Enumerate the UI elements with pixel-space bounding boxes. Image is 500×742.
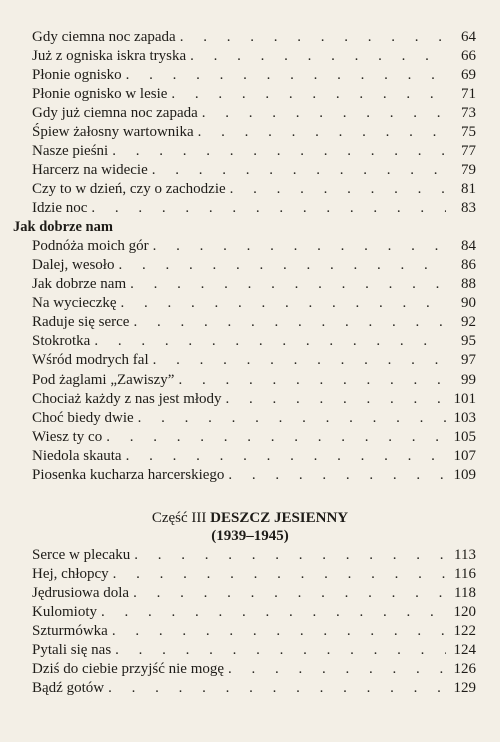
dot-leader xyxy=(228,466,446,484)
toc-entry xyxy=(32,409,476,427)
toc-entry xyxy=(32,199,476,217)
toc-entry xyxy=(32,546,476,564)
entry-page: 118 xyxy=(454,585,476,601)
entry-page: 69 xyxy=(461,67,476,83)
entry-page: 77 xyxy=(461,143,476,159)
part-heading xyxy=(0,509,500,527)
toc-entry xyxy=(32,275,476,293)
toc-entry xyxy=(32,180,476,198)
entry-page: 120 xyxy=(453,604,476,620)
dot-leader xyxy=(113,565,446,583)
entry-title: Chociaż każdy z nas jest młody xyxy=(32,391,222,407)
toc-entry xyxy=(32,641,476,659)
toc-entry xyxy=(32,447,476,465)
toc-entry xyxy=(32,466,476,484)
entry-title: Jak dobrze nam xyxy=(32,276,127,292)
dot-leader xyxy=(138,409,446,427)
entry-page: 107 xyxy=(453,448,476,464)
entry-page: 71 xyxy=(461,86,476,102)
entry-page: 83 xyxy=(461,200,476,216)
entry-title: Jędrusiowa dola xyxy=(32,585,130,601)
dot-leader xyxy=(130,275,446,293)
entry-title: Pytali się nas xyxy=(32,642,112,658)
entry-page: 64 xyxy=(461,29,476,45)
entry-title: Czy to w dzień, czy o zachodzie xyxy=(32,181,226,197)
entry-page: 103 xyxy=(453,410,476,426)
entry-page: 88 xyxy=(461,276,476,292)
dot-leader xyxy=(171,85,446,103)
part-title: DESZCZ JESIENNY xyxy=(210,510,349,526)
toc-entry xyxy=(32,142,476,160)
entry-page: 109 xyxy=(453,467,476,483)
dot-leader xyxy=(228,660,446,678)
section-heading: Jak dobrze nam xyxy=(13,219,113,235)
entry-page: 116 xyxy=(454,566,476,582)
toc-entry xyxy=(32,85,476,103)
toc-entry xyxy=(32,104,476,122)
toc-entry xyxy=(32,161,476,179)
toc-entry xyxy=(32,66,476,84)
dot-leader xyxy=(108,679,446,697)
entry-page: 97 xyxy=(461,352,476,368)
entry-page: 101 xyxy=(453,391,476,407)
dot-leader xyxy=(94,332,446,350)
dot-leader xyxy=(230,180,446,198)
dot-leader xyxy=(178,371,446,389)
entry-page: 81 xyxy=(461,181,476,197)
entry-page: 73 xyxy=(461,105,476,121)
entry-page: 92 xyxy=(461,314,476,330)
entry-title: Serce w plecaku xyxy=(32,547,131,563)
toc-entry xyxy=(32,584,476,602)
toc-entry xyxy=(32,679,476,697)
entry-page: 113 xyxy=(454,547,476,563)
dot-leader xyxy=(202,104,446,122)
dot-leader xyxy=(126,66,446,84)
toc-entry xyxy=(32,565,476,583)
dot-leader xyxy=(226,390,446,408)
toc-entry xyxy=(32,237,476,255)
entry-page: 86 xyxy=(461,257,476,273)
toc-entry xyxy=(32,47,476,65)
toc-entry xyxy=(32,603,476,621)
entry-title: Wiesz ty co xyxy=(32,429,103,445)
dot-leader xyxy=(198,123,446,141)
toc-entry xyxy=(32,622,476,640)
entry-title: Podnóża moich gór xyxy=(32,238,149,254)
dot-leader xyxy=(118,256,446,274)
entry-title: Gdy już ciemna noc zapada xyxy=(32,105,198,121)
entry-title: Wśród modrych fal xyxy=(32,352,149,368)
dot-leader xyxy=(126,447,446,465)
entry-title: Kulomioty xyxy=(32,604,98,620)
entry-page: 99 xyxy=(461,372,476,388)
entry-title: Harcerz na widecie xyxy=(32,162,148,178)
entry-title: Gdy ciemna noc zapada xyxy=(32,29,176,45)
entry-title: Choć biedy dwie xyxy=(32,410,134,426)
entry-page: 90 xyxy=(461,295,476,311)
entry-title: Raduje się serce xyxy=(32,314,130,330)
entry-title: Płonie ognisko xyxy=(32,67,122,83)
entry-title: Szturmówka xyxy=(32,623,108,639)
entry-title: Niedola skauta xyxy=(32,448,122,464)
dot-leader xyxy=(101,603,446,621)
entry-title: Już z ogniska iskra tryska xyxy=(32,48,187,64)
entry-page: 129 xyxy=(453,680,476,696)
entry-title: Nasze pieśni xyxy=(32,143,109,159)
entry-title: Idzie noc xyxy=(32,200,88,216)
entry-title: Płonie ognisko w lesie xyxy=(32,86,168,102)
entry-page: 126 xyxy=(453,661,476,677)
toc-entry xyxy=(32,371,476,389)
part-number: Część III xyxy=(151,510,207,526)
toc-entry xyxy=(32,28,476,46)
entry-page: 124 xyxy=(453,642,476,658)
entry-page: 95 xyxy=(461,333,476,349)
dot-leader xyxy=(190,47,446,65)
toc-entry xyxy=(32,313,476,331)
toc-entry xyxy=(32,660,476,678)
entry-title: Na wycieczkę xyxy=(32,295,117,311)
entry-page: 122 xyxy=(453,623,476,639)
dot-leader xyxy=(112,142,446,160)
dot-leader xyxy=(112,622,446,640)
entry-page: 66 xyxy=(461,48,476,64)
entry-title: Piosenka kucharza harcerskiego xyxy=(32,467,225,483)
dot-leader xyxy=(106,428,446,446)
entry-title: Dziś do ciebie przyjść nie mogę xyxy=(32,661,225,677)
entry-title: Śpiew żałosny wartownika xyxy=(32,124,194,140)
dot-leader xyxy=(153,237,446,255)
entry-page: 105 xyxy=(453,429,476,445)
dot-leader xyxy=(91,199,446,217)
entry-title: Dalej, wesoło xyxy=(32,257,115,273)
dot-leader xyxy=(134,546,446,564)
dot-leader xyxy=(152,161,446,179)
entry-title: Pod żaglami „Zawiszy” xyxy=(32,372,175,388)
dot-leader xyxy=(133,584,446,602)
toc-entry xyxy=(32,332,476,350)
dot-leader xyxy=(180,28,446,46)
toc-entry xyxy=(32,428,476,446)
dot-leader xyxy=(153,351,446,369)
entry-page: 75 xyxy=(461,124,476,140)
toc-entry xyxy=(32,256,476,274)
toc-entry xyxy=(32,123,476,141)
entry-title: Hej, chłopcy xyxy=(32,566,109,582)
dot-leader xyxy=(121,294,446,312)
toc-entry xyxy=(32,351,476,369)
dot-leader xyxy=(115,641,446,659)
entry-page: 84 xyxy=(461,238,476,254)
dot-leader xyxy=(133,313,446,331)
toc-entry xyxy=(32,294,476,312)
toc-entry xyxy=(32,390,476,408)
entry-page: 79 xyxy=(461,162,476,178)
entry-title: Bądź gotów xyxy=(32,680,105,696)
part-years: (1939–1945) xyxy=(211,528,289,544)
entry-title: Stokrotka xyxy=(32,333,91,349)
